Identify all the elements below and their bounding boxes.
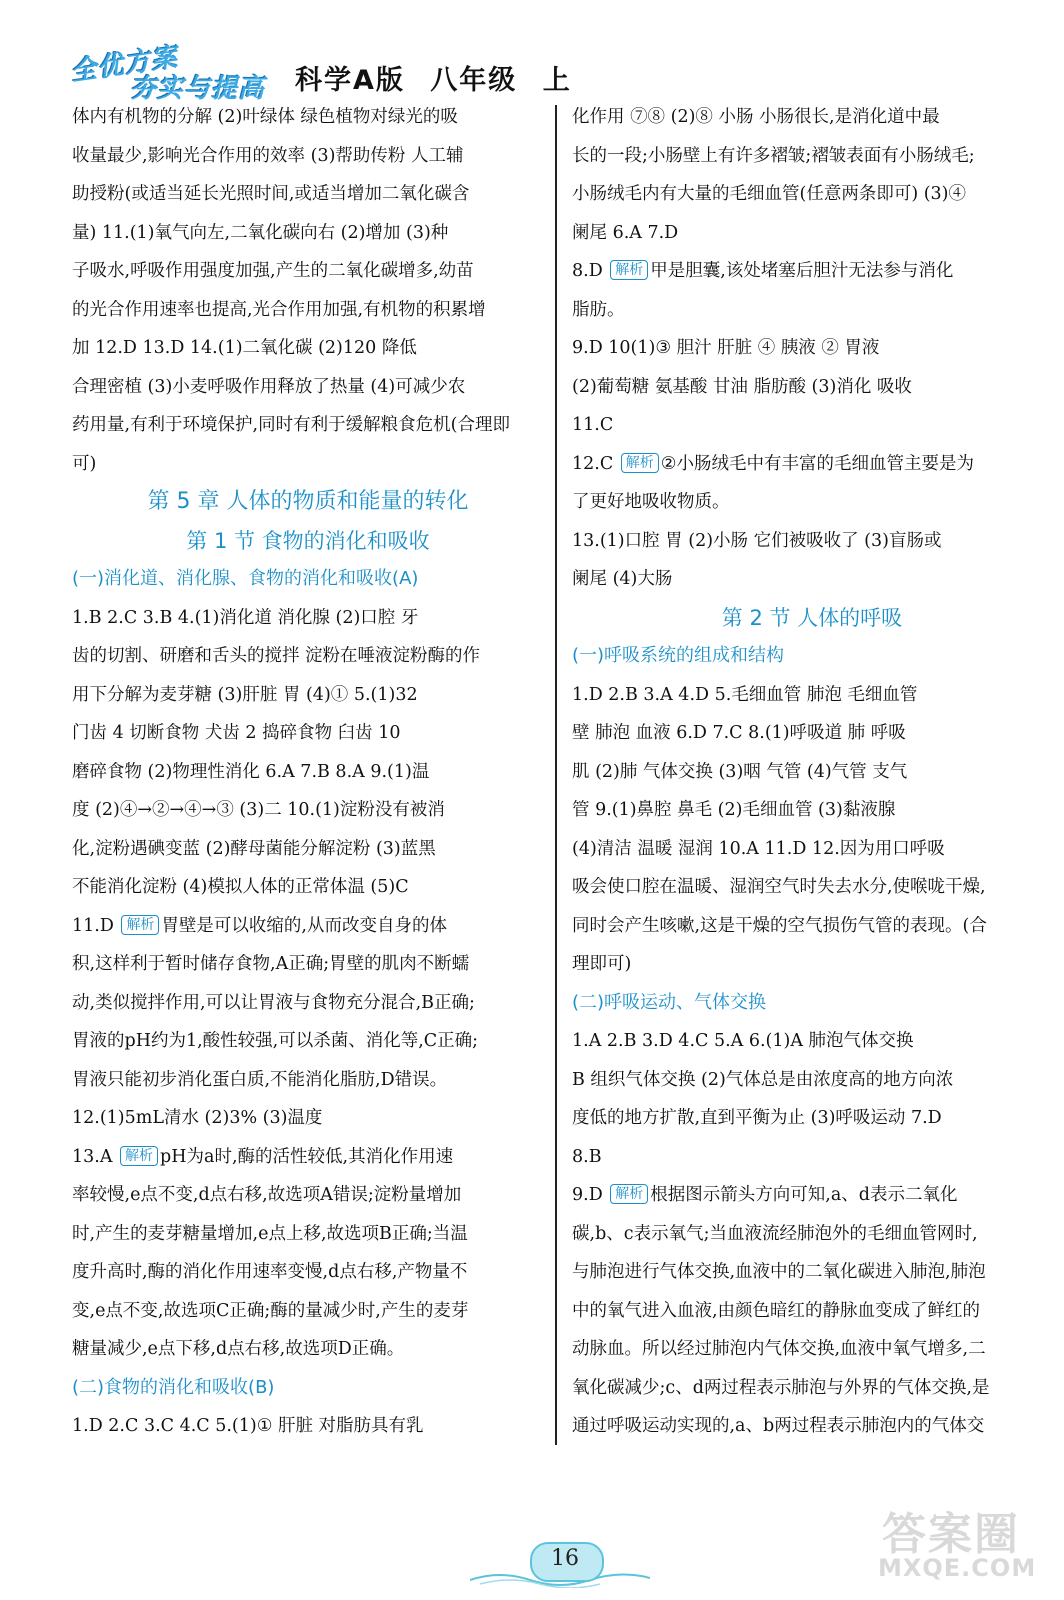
answer-line: 13.(1)口腔 胃 (2)小肠 它们被吸收了 (3)盲肠或: [572, 530, 942, 551]
answer-line: [572, 445, 1052, 484]
answer-line: 的光合作用速率也提高,光合作用加强,有机物的积累增: [72, 299, 486, 320]
answer-line: 通过呼吸运动实现的,a、b两过程表示肺泡内的气体交: [572, 1416, 985, 1436]
answer-line: 助授粉(或适当延长光照时间,或适当增加二氧化碳含: [72, 184, 470, 204]
answer-line: (4)清洁 温暖 湿润 10.A 11.D 12.因为用口呼吸: [572, 838, 945, 859]
answer-line: 管 9.(1)鼻腔 鼻毛 (2)毛细血管 (3)黏液腺: [572, 800, 896, 820]
answer-line: 变,e点不变,故选项C正确;酶的量减少时,产生的麦芽: [72, 1300, 469, 1321]
answer-line: 壁 肺泡 血液 6.D 7.C 8.(1)呼吸道 肺 呼吸: [572, 723, 906, 743]
answer-line: 1.D 2.C 3.C 4.C 5.(1)① 肝脏 对脂肪具有乳: [72, 1416, 424, 1436]
answer-line: 胃液只能初步消化蛋白质,不能消化脂肪,D错误。: [72, 1069, 448, 1090]
answer-line: 吸会使口腔在温暖、湿润空气时失去水分,使喉咙干燥,: [572, 877, 986, 897]
chapter-heading: 第 5 章 人体的物质和能量的转化: [147, 489, 469, 514]
answer-line: 9.D 10(1)③ 胆汁 肝脏 ④ 胰液 ② 胃液: [572, 338, 880, 358]
book-title: 科学A版 八年级 上: [295, 65, 572, 96]
answer-line: [572, 1176, 1052, 1215]
analysis-tag: 解析: [610, 260, 648, 280]
answer-number: 9.D: [572, 1185, 609, 1205]
answer-line: 度低的地方扩散,直到平衡为止 (3)呼吸运动 7.D: [572, 1108, 942, 1128]
analysis-text: 甲是胆囊,该处堵塞后胆汁无法参与消化: [650, 261, 954, 281]
answer-line: 1.D 2.B 3.A 4.D 5.毛细血管 肺泡 毛细血管: [572, 684, 918, 705]
answer-line: 度 (2)④→②→④→③ (3)二 10.(1)淀粉没有被消: [72, 800, 445, 820]
answer-line: 肌 (2)肺 气体交换 (3)咽 气管 (4)气管 支气: [572, 761, 908, 782]
answer-line: 用下分解为麦芽糖 (3)肝脏 胃 (4)① 5.(1)32: [72, 684, 418, 705]
answer-line: 收量最少,影响光合作用的效率 (3)帮助传粉 人工辅: [72, 145, 464, 166]
answer-line: 8.B: [572, 1146, 602, 1167]
answer-line: 积,这样利于暂时储存食物,A正确;胃壁的肌肉不断蠕: [72, 954, 470, 974]
answer-line: 度升高时,酶的消化作用速率变慢,d点右移,产物量不: [72, 1262, 468, 1282]
answer-line: 不能消化淀粉 (4)模拟人体的正常体温 (5)C: [72, 877, 409, 897]
answer-line: 齿的切割、研磨和舌头的搅拌 淀粉在唾液淀粉酶的作: [72, 646, 481, 666]
answer-number: 8.D: [572, 261, 609, 281]
answer-line: 同时会产生咳嗽,这是干燥的空气损伤气管的表现。(合: [572, 915, 987, 936]
page-number: 16: [551, 1546, 579, 1571]
answer-line: 糖量减少,e点下移,d点右移,故选项D正确。: [72, 1339, 405, 1359]
answer-line: 量) 11.(1)氧气向左,二氧化碳向右 (2)增加 (3)种: [72, 222, 449, 243]
right-column: [572, 98, 1052, 1446]
answer-line: 子吸水,呼吸作用强度加强,产生的二氧化碳增多,幼苗: [72, 261, 474, 281]
answer-line: 中的氧气进入血液,由颜色暗红的静脉血变成了鲜红的: [572, 1300, 981, 1321]
answer-line: 动脉血。所以经过肺泡内气体交换,血液中氧气增多,二: [572, 1339, 986, 1359]
column-divider: [555, 105, 557, 1445]
answer-line: 加 12.D 13.D 14.(1)二氧化碳 (2)120 降低: [72, 338, 417, 358]
answer-line: 理即可): [572, 954, 632, 974]
subsection-heading: (一)呼吸系统的组成和结构: [572, 645, 785, 666]
answer-line: 氧化碳减少;c、d两过程表示肺泡与外界的气体交换,是: [572, 1377, 990, 1398]
logo-line2: 夯实与提高: [130, 74, 266, 104]
answer-line: 胃液的pH约为1,酸性较强,可以杀菌、消化等,C正确;: [72, 1031, 479, 1051]
subsection-heading: (二)呼吸运动、气体交换: [572, 991, 767, 1013]
analysis-tag: 解析: [120, 1146, 158, 1166]
answer-line: [72, 1138, 544, 1177]
answer-number: 11.D: [72, 915, 120, 936]
answer-line: 1.B 2.C 3.B 4.(1)消化道 消化腺 (2)口腔 牙: [72, 607, 419, 628]
answer-line: 12.(1)5mL清水 (2)3% (3)温度: [72, 1108, 323, 1128]
answer-line: 阑尾 6.A 7.D: [572, 222, 679, 243]
answer-line: 碳,b、c表示氧气;当血液流经肺泡外的毛细血管网时,: [572, 1223, 978, 1244]
answer-line: (2)葡萄糖 氨基酸 甘油 脂肪酸 (3)消化 吸收: [572, 376, 912, 397]
answer-line: 化,淀粉遇碘变蓝 (2)酵母菌能分解淀粉 (3)蓝黑: [72, 838, 436, 859]
answer-line: 可): [72, 453, 97, 474]
subsection-heading: (二)食物的消化和吸收(B): [72, 1376, 275, 1398]
answer-line: 阑尾 (4)大肠: [572, 569, 673, 589]
answer-number: 12.C: [572, 453, 619, 474]
answer-line: [72, 907, 544, 946]
answer-line: 了更好地吸收物质。: [572, 492, 730, 512]
subsection-heading: (一)消化道、消化腺、食物的消化和吸收(A): [72, 568, 419, 589]
analysis-tag: 解析: [610, 1184, 648, 1204]
analysis-tag: 解析: [621, 453, 659, 473]
answer-line: 率较慢,e点不变,d点右移,故选项A错误;淀粉量增加: [72, 1185, 462, 1205]
answer-line: 化作用 ⑦⑧ (2)⑧ 小肠 小肠很长,是消化道中最: [572, 107, 940, 127]
logo-line1: 全优方案: [68, 42, 180, 88]
section-heading: 第 1 节 食物的消化和吸收: [186, 528, 430, 553]
analysis-text: 根据图示箭头方向可知,a、d表示二氧化: [650, 1185, 958, 1205]
answer-line: [572, 252, 1052, 291]
answer-line: 体内有机物的分解 (2)叶绿体 绿色植物对绿光的吸: [72, 107, 458, 127]
answer-line: B 组织气体交换 (2)气体总是由浓度高的地方向浓: [572, 1069, 954, 1090]
watermark-url-text: MXQE.COM: [878, 1554, 1037, 1582]
answer-line: 脂肪。: [572, 299, 625, 320]
watermark-big-text: 答案圈: [882, 1509, 1020, 1560]
answer-line: 动,类似搅拌作用,可以让胃液与食物充分混合,B正确;: [72, 992, 475, 1013]
analysis-text: 胃壁是可以收缩的,从而改变自身的体: [161, 915, 447, 936]
answer-line: 1.A 2.B 3.D 4.C 5.A 6.(1)A 肺泡气体交换: [572, 1031, 914, 1051]
answer-line: 11.C: [572, 415, 614, 435]
answer-line: 时,产生的麦芽糖量增加,e点上移,故选项B正确;当温: [72, 1223, 468, 1244]
left-column: [72, 98, 544, 1446]
answer-line: 磨碎食物 (2)物理性消化 6.A 7.B 8.A 9.(1)温: [72, 761, 430, 782]
section-heading: 第 2 节 人体的呼吸: [721, 605, 903, 630]
answer-line: 合理密植 (3)小麦呼吸作用释放了热量 (4)可减少农: [72, 376, 466, 397]
answer-line: 长的一段;小肠壁上有许多褶皱;褶皱表面有小肠绒毛;: [572, 145, 975, 166]
analysis-tag: 解析: [121, 915, 159, 935]
answer-line: 门齿 4 切断食物 犬齿 2 捣碎食物 臼齿 10: [72, 723, 401, 743]
answer-line: 小肠绒毛内有大量的毛细血管(任意两条即可) (3)④: [572, 184, 967, 204]
answer-line: 药用量,有利于环境保护,同时有利于缓解粮食危机(合理即: [72, 415, 510, 435]
page-number-badge: [530, 1542, 600, 1582]
watermark-logo: [872, 1498, 1052, 1588]
series-logo: [60, 44, 270, 104]
answer-line: 与肺泡进行气体交换,血液中的二氧化碳进入肺泡,肺泡: [572, 1262, 986, 1282]
answer-number: 13.A: [72, 1146, 119, 1167]
analysis-text: pH为a时,酶的活性较低,其消化作用速: [160, 1146, 454, 1167]
analysis-text: ②小肠绒毛中有丰富的毛细血管主要是为: [660, 453, 974, 474]
